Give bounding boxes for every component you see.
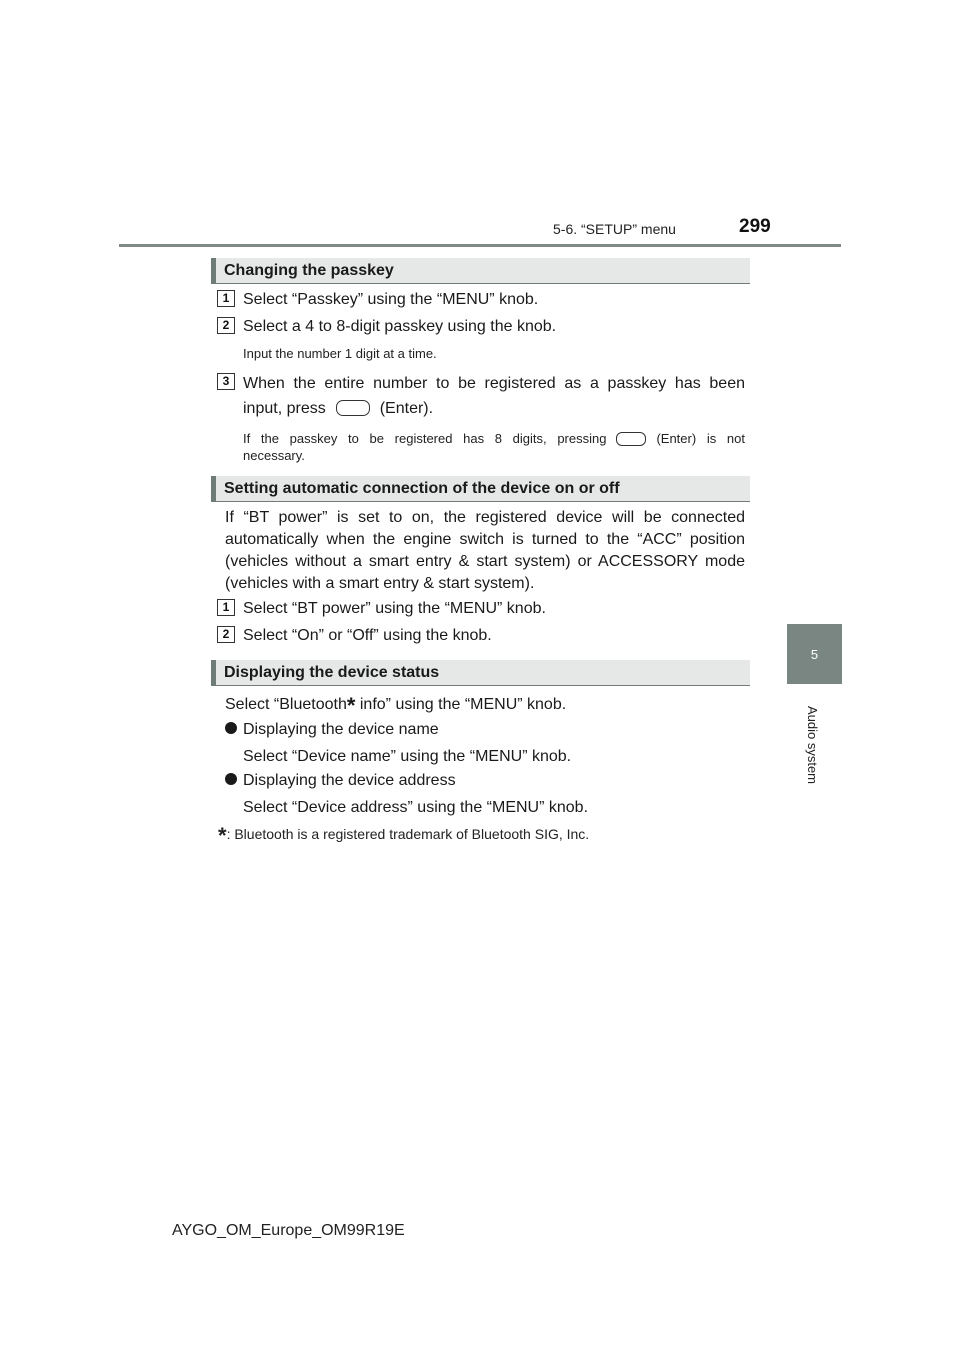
bullet-item — [225, 770, 456, 792]
intro-part: Select “Bluetooth — [225, 696, 347, 713]
step-text-line2 — [243, 398, 433, 420]
step-note-line2: necessary. — [243, 448, 305, 463]
footnote-marker: * — [346, 693, 356, 718]
footnote-marker: * — [218, 823, 227, 848]
step-text: Select “BT power” using the “MENU” knob. — [243, 600, 546, 617]
step-number: 1 — [217, 290, 235, 307]
note-part: (Enter) is not — [656, 431, 745, 446]
section-heading-auto-connect: Setting automatic connection of the device on or off — [211, 476, 750, 502]
step-number: 2 — [217, 626, 235, 643]
paragraph-line: If “BT power” is set to on, the registered device will be connected — [225, 509, 745, 526]
step-number: 3 — [217, 373, 235, 390]
enter-button-icon — [616, 432, 646, 446]
section-heading-passkey: Changing the passkey — [211, 258, 750, 284]
step-note — [243, 430, 745, 447]
bullet-item — [225, 719, 439, 741]
chapter-number: 5 — [810, 646, 819, 662]
bullet-title: Displaying the device name — [243, 721, 439, 738]
paragraph-line: (vehicles with a smart entry & start system). — [225, 575, 535, 592]
step-text-part: input, press — [243, 400, 326, 417]
step-text: Select “Passkey” using the “MENU” knob. — [243, 291, 539, 308]
step-text-part: (Enter). — [379, 400, 434, 417]
bullet-icon — [225, 722, 237, 734]
bullet-icon — [225, 773, 237, 785]
header-rule — [119, 244, 841, 247]
paragraph-line: automatically when the engine switch is turned to the “ACC” position — [225, 531, 745, 548]
note-part: If the passkey to be registered has 8 digits, pressing — [243, 431, 607, 446]
step-note: Input the number 1 digit at a time. — [243, 346, 437, 361]
bullet-text: Select “Device name” using the “MENU” knob. — [243, 748, 572, 765]
section-title: 5-6. “SETUP” menu — [553, 221, 676, 237]
page-number: 299 — [739, 216, 771, 237]
footnote-text: : Bluetooth is a registered trademark of Bluetooth SIG, Inc. — [226, 826, 590, 842]
enter-button-icon — [336, 400, 370, 416]
step-text: Select a 4 to 8-digit passkey using the knob. — [243, 318, 557, 335]
section-heading-device-status: Displaying the device status — [211, 660, 750, 686]
status-intro — [225, 694, 566, 716]
bullet-text: Select “Device address” using the “MENU” knob. — [243, 799, 589, 816]
paragraph-line: (vehicles without a smart entry & start system) or ACCESSORY mode — [225, 553, 745, 570]
footnote — [218, 823, 590, 848]
chapter-label: Audio system — [805, 705, 820, 785]
document-id: AYGO_OM_Europe_OM99R19E — [172, 1222, 405, 1239]
bullet-title: Displaying the device address — [243, 772, 456, 789]
step-number: 2 — [217, 317, 235, 334]
step-text: When the entire number to be registered as a passkey has been — [243, 375, 745, 392]
chapter-tab — [787, 624, 842, 684]
step-number: 1 — [217, 599, 235, 616]
step-text: Select “On” or “Off” using the knob. — [243, 627, 492, 644]
intro-part: info” using the “MENU” knob. — [355, 696, 567, 713]
